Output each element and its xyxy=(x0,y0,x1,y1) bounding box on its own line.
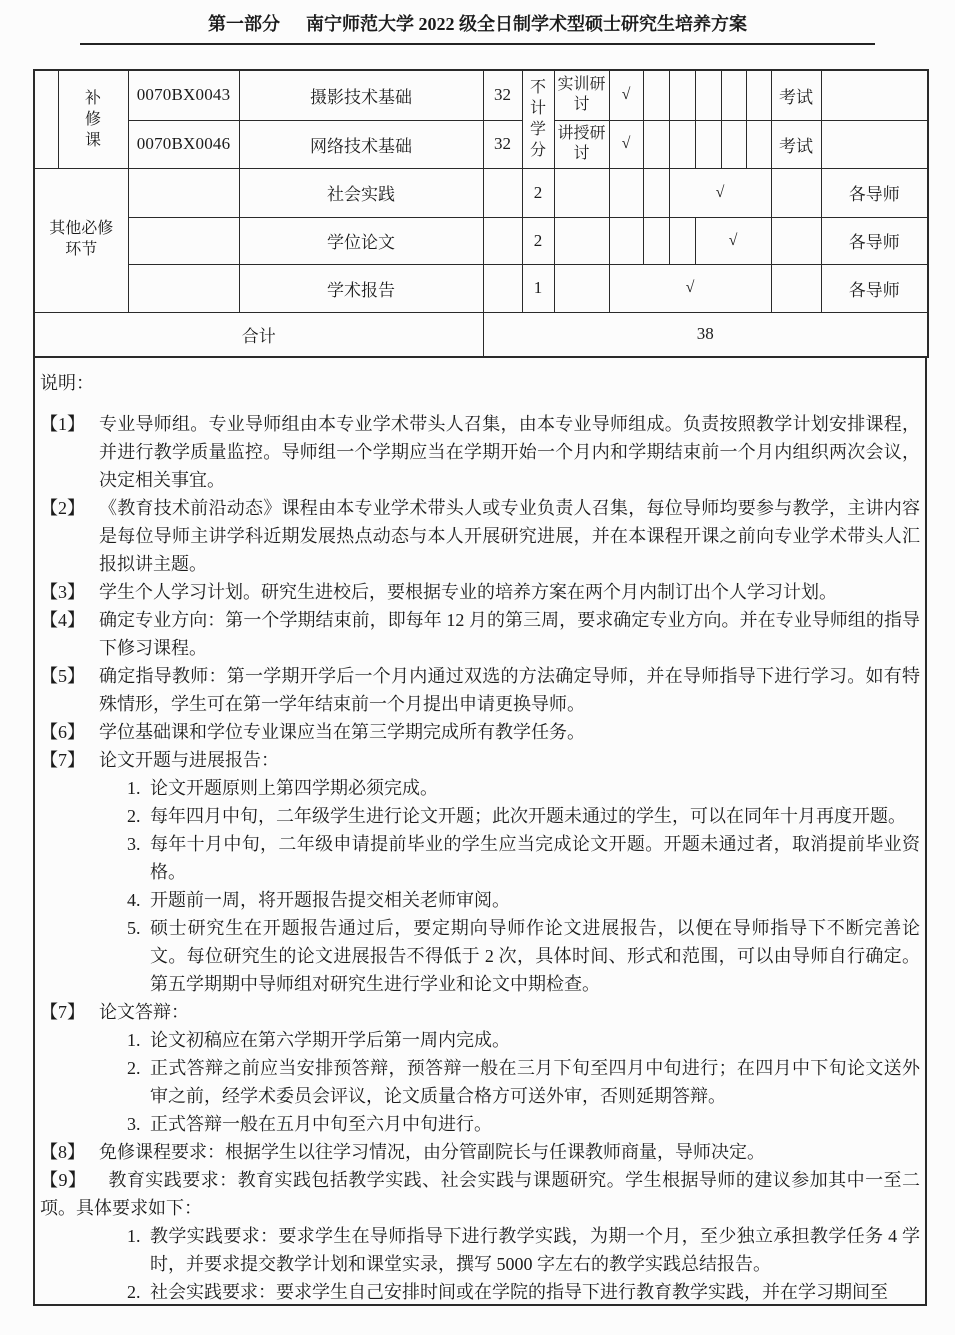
subitem-text: 每年十月中旬，二年级申请提前毕业的学生应当完成论文开题。开题未通过者，取消提前毕业资格。 xyxy=(150,834,920,882)
spacer-cell xyxy=(34,70,58,168)
course-code-cell xyxy=(128,168,239,217)
exam-cell xyxy=(771,168,821,217)
total-label-cell: 合计 xyxy=(34,312,483,357)
note-marker: 【7】 xyxy=(40,1002,85,1022)
supervisor-cell xyxy=(821,120,928,168)
method-cell xyxy=(554,217,609,264)
course-code-cell: 0070BX0043 xyxy=(128,70,239,120)
note-text: 专业导师组。专业导师组由本专业学术带头人召集，由本专业导师组成。负责按照教学计划安排课程，并进行教学质量监控。导师组一个学期应当在学期开始一个月内和学期结束前一个月内组织两次会议，决定相关事宜。 xyxy=(99,414,920,490)
table-row xyxy=(34,70,928,120)
hours-cell: 32 xyxy=(483,120,522,168)
semester-cell xyxy=(643,120,669,168)
method-cell: 实训研讨 xyxy=(554,70,609,120)
semester-cell xyxy=(669,217,695,264)
note-text: 确定专业方向：第一个学期结束前，即每年 12 月的第三周，要求确定专业方向。并在专业导师组的指导下修习课程。 xyxy=(99,610,920,658)
semester-mark-cell: √ xyxy=(609,120,643,168)
training-plan-table xyxy=(33,69,929,358)
note-text: 免修课程要求：根据学生以往学习情况，由分管副院长与任课教师商量，导师决定。 xyxy=(99,1142,765,1162)
exam-cell: 考试 xyxy=(771,120,821,168)
note-subitem xyxy=(40,1054,920,1110)
part-label: 第一部分 xyxy=(208,14,280,34)
note-marker: 【6】 xyxy=(40,722,85,742)
credits-cell: 1 xyxy=(522,264,554,312)
subitem-number: 3. xyxy=(127,834,141,854)
table-row xyxy=(34,168,928,217)
table-row xyxy=(34,264,928,312)
notes-section xyxy=(33,358,927,1306)
course-code-cell: 0070BX0046 xyxy=(128,120,239,168)
credits-cell: 2 xyxy=(522,168,554,217)
note-subitem xyxy=(40,886,920,914)
note-item xyxy=(40,998,920,1026)
table-row xyxy=(34,120,928,168)
hours-cell xyxy=(483,168,522,217)
semester-mark-cell: √ xyxy=(669,168,771,217)
credits-cell xyxy=(522,70,554,168)
note-item xyxy=(40,606,920,662)
subitem-number: 1. xyxy=(127,1226,141,1246)
course-name-cell: 网络技术基础 xyxy=(239,120,483,168)
course-name-cell: 学位论文 xyxy=(239,217,483,264)
semester-mark-cell: √ xyxy=(695,217,771,264)
semester-cell xyxy=(609,217,643,264)
supervisor-cell xyxy=(821,70,928,120)
subitem-text: 教学实践要求：要求学生在导师指导下进行教学实践，为期一个月，至少独立承担教学任务 4 学时，并要求提交教学计划和课堂实录，撰写 5000 字左右的教学实践总结报告。 xyxy=(150,1226,920,1274)
semester-cell xyxy=(695,70,721,120)
course-name-cell: 摄影技术基础 xyxy=(239,70,483,120)
semester-cell xyxy=(643,70,669,120)
semester-cell xyxy=(695,120,721,168)
semester-cell xyxy=(721,70,746,120)
exam-cell xyxy=(771,217,821,264)
note-item xyxy=(40,1166,920,1222)
note-marker: 【3】 xyxy=(40,582,85,602)
subitem-text: 论文初稿应在第六学期开学后第一周内完成。 xyxy=(150,1030,510,1050)
note-marker: 【9】 xyxy=(40,1170,87,1190)
table-row xyxy=(34,217,928,264)
hours-cell: 32 xyxy=(483,70,522,120)
subitem-number: 2. xyxy=(127,1058,141,1078)
semester-cell xyxy=(643,217,669,264)
total-value-cell: 38 xyxy=(483,312,928,357)
title-text: 南宁师范大学 2022 级全日制学术型硕士研究生培养方案 xyxy=(306,14,747,34)
hours-cell xyxy=(483,217,522,264)
note-item xyxy=(40,718,920,746)
course-code-cell xyxy=(128,264,239,312)
note-marker: 【2】 xyxy=(40,498,85,518)
note-item xyxy=(40,410,920,494)
supervisor-cell: 各导师 xyxy=(821,217,928,264)
note-marker: 【7】 xyxy=(40,750,85,770)
category-label: 补修课 xyxy=(84,89,101,149)
note-text: 论文开题与进展报告： xyxy=(99,750,279,770)
course-name-cell: 社会实践 xyxy=(239,168,483,217)
note-subitem xyxy=(40,774,920,802)
subitem-text: 硕士研究生在开题报告通过后，要定期向导师作论文进展报告，以便在导师指导下不断完善论文。每位研究生的论文进展报告不得低于 2 次，具体时间、形式和范围，可以由导师自行确定。第五学期期中导师组对研究生进行学业和论文中期检查。 xyxy=(150,918,920,994)
method-cell: 讲授研讨 xyxy=(554,120,609,168)
course-name-cell: 学术报告 xyxy=(239,264,483,312)
page-title xyxy=(80,12,875,45)
credits-cell: 2 xyxy=(522,217,554,264)
note-subitem xyxy=(40,1110,920,1138)
category-cell xyxy=(58,70,128,168)
semester-cell xyxy=(746,120,771,168)
subitem-text: 正式答辩之前应当安排预答辩，预答辩一般在三月下旬至四月中旬进行；在四月中下旬论文送外审之前，经学术委员会评议，论文质量合格方可送外审，否则延期答辩。 xyxy=(150,1058,920,1106)
subitem-number: 1. xyxy=(127,778,141,798)
category-cell xyxy=(34,168,128,312)
semester-mark-cell: √ xyxy=(609,70,643,120)
note-marker: 【8】 xyxy=(40,1142,85,1162)
subitem-number: 5. xyxy=(127,918,141,938)
semester-mark-cell: √ xyxy=(609,264,771,312)
supervisor-cell: 各导师 xyxy=(821,264,928,312)
semester-cell xyxy=(746,70,771,120)
note-item xyxy=(40,662,920,718)
note-item xyxy=(40,578,920,606)
note-subitem xyxy=(40,802,920,830)
category-label: 其他必修环节 xyxy=(49,220,114,258)
subitem-number: 4. xyxy=(127,890,141,910)
note-text: 论文答辩： xyxy=(99,1002,189,1022)
note-text: 学位基础课和学位专业课应当在第三学期完成所有教学任务。 xyxy=(99,722,585,742)
notes-heading: 说明： xyxy=(40,373,94,393)
subitem-number: 1. xyxy=(127,1030,141,1050)
note-text: 教育实践要求：教育实践包括教学实践、社会实践与课题研究。学生根据导师的建议参加其中一至二项。具体要求如下： xyxy=(40,1170,921,1218)
semester-cell xyxy=(669,70,695,120)
method-cell xyxy=(554,264,609,312)
subitem-text: 正式答辩一般在五月中旬至六月中旬进行。 xyxy=(150,1114,492,1134)
semester-cell xyxy=(669,120,695,168)
note-subitem xyxy=(40,1222,920,1278)
note-subitem xyxy=(40,830,920,886)
no-credit-label: 不计学分 xyxy=(529,79,546,160)
subitem-number: 2. xyxy=(127,806,141,826)
course-code-cell xyxy=(128,217,239,264)
note-item xyxy=(40,1138,920,1166)
exam-cell: 考试 xyxy=(771,70,821,120)
subitem-text: 每年四月中旬，二年级学生进行论文开题；此次开题未通过的学生，可以在同年十月再度开题。 xyxy=(150,806,906,826)
subitem-text: 开题前一周，将开题报告提交相关老师审阅。 xyxy=(150,890,510,910)
subitem-number: 3. xyxy=(127,1114,141,1134)
semester-cell xyxy=(609,168,643,217)
subitem-text: 社会实践要求：要求学生自己安排时间或在学院的指导下进行教育教学实践，并在学习期间至 xyxy=(150,1282,888,1302)
hours-cell xyxy=(483,264,522,312)
note-text: 学生个人学习计划。研究生进校后，要根据专业的培养方案在两个月内制订出个人学习计划。 xyxy=(99,582,837,602)
semester-cell xyxy=(721,120,746,168)
note-marker: 【5】 xyxy=(40,666,85,686)
subitem-number: 2. xyxy=(127,1282,141,1302)
note-item xyxy=(40,746,920,774)
subitem-text: 论文开题原则上第四学期必须完成。 xyxy=(150,778,438,798)
note-text: 确定指导教师：第一学期开学后一个月内通过双选的方法确定导师，并在导师指导下进行学习。如有特殊情形，学生可在第一学年结束前一个月提出申请更换导师。 xyxy=(99,666,920,714)
note-marker: 【4】 xyxy=(40,610,85,630)
note-subitem xyxy=(40,1026,920,1054)
method-cell xyxy=(554,168,609,217)
supervisor-cell: 各导师 xyxy=(821,168,928,217)
note-marker: 【1】 xyxy=(40,414,85,434)
note-item xyxy=(40,494,920,578)
note-subitem xyxy=(40,914,920,998)
semester-cell xyxy=(643,168,669,217)
exam-cell xyxy=(771,264,821,312)
note-text: 《教育技术前沿动态》课程由本专业学术带头人或专业负责人召集，每位导师均要参与教学，主讲内容是每位导师主讲学科近期发展热点动态与本人开展研究进展，并在本课程开课之前向专业学术带头人汇报拟讲主题。 xyxy=(99,498,920,574)
table-row xyxy=(34,312,928,357)
note-subitem xyxy=(40,1278,920,1306)
